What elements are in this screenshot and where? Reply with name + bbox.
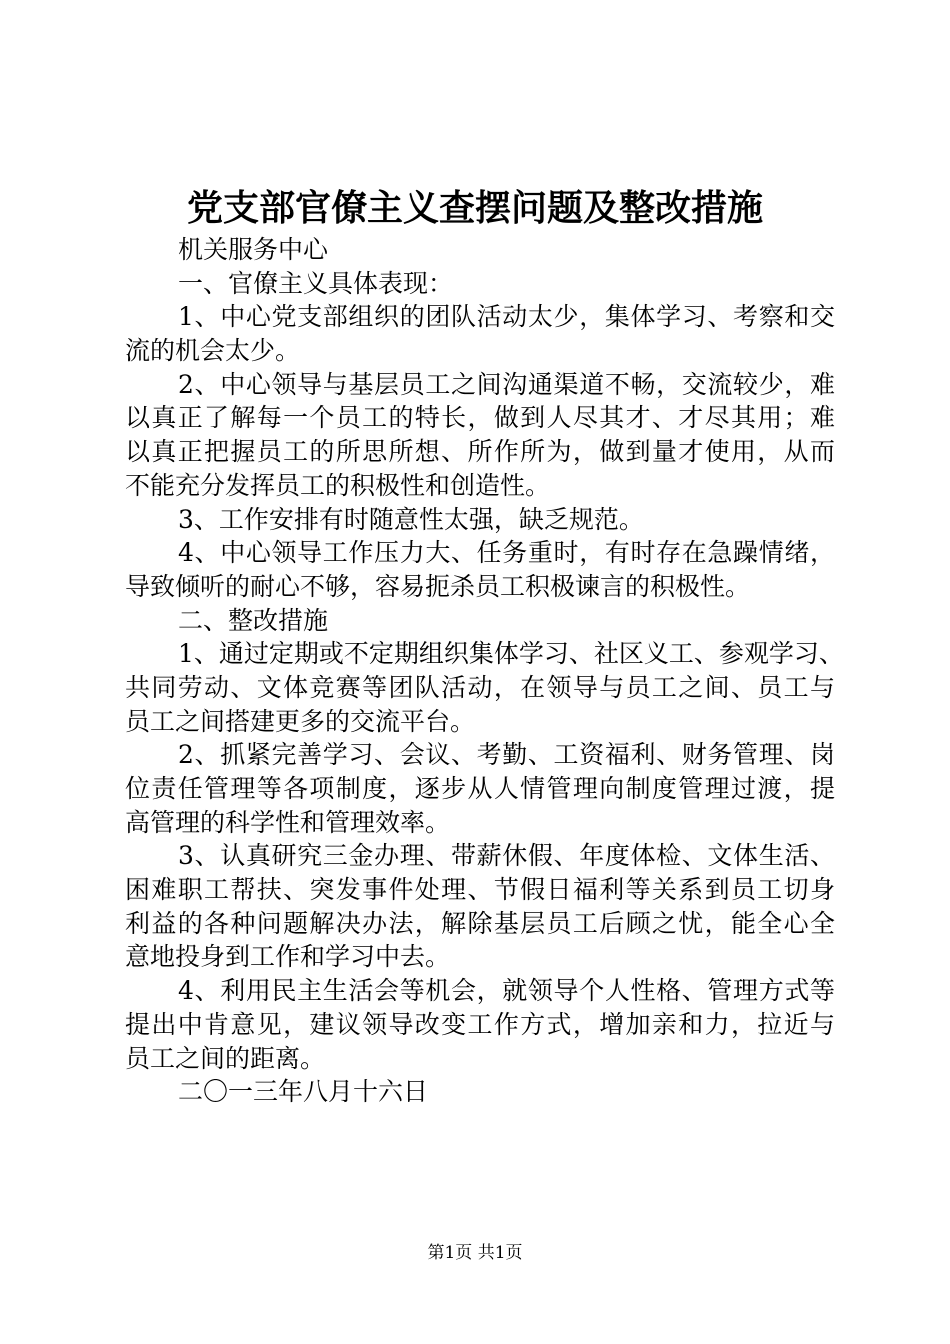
date-line: 二〇一三年八月十六日 bbox=[178, 1077, 429, 1107]
paragraph-line: 共同劳动、文体竞赛等团队活动，在领导与员工之间、员工与 bbox=[125, 672, 835, 702]
document-body bbox=[125, 233, 844, 1109]
paragraph-line: 高管理的科学性和管理效率。 bbox=[125, 807, 451, 837]
page-number-footer: 第1页 共1页 bbox=[427, 1243, 523, 1263]
paragraph-line: 利益的各种问题解决办法，解除基层员工后顾之忧，能全心全 bbox=[125, 908, 835, 938]
paragraph-line: 2、抓紧完善学习、会议、考勤、工资福利、财务管理、岗 bbox=[178, 740, 835, 770]
paragraph-line: 员工之间的距离。 bbox=[125, 1043, 326, 1073]
paragraph-line: 以真正了解每一个员工的特长，做到人尽其才、才尽其用；难 bbox=[125, 403, 835, 433]
paragraph-line: 2、中心领导与基层员工之间沟通渠道不畅，交流较少，难 bbox=[178, 369, 835, 399]
paragraph-line: 困难职工帮扶、突发事件处理、节假日福利等关系到员工切身 bbox=[125, 875, 835, 905]
paragraph-line: 流的机会太少。 bbox=[125, 336, 301, 366]
paragraph-line: 位责任管理等各项制度，逐步从人情管理向制度管理过渡，提 bbox=[125, 774, 835, 803]
paragraph-line: 3、工作安排有时随意性太强，缺乏规范。 bbox=[178, 504, 644, 534]
section-heading-bureaucracy: 一、官僚主义具体表现： bbox=[178, 268, 454, 298]
department-line: 机关服务中心 bbox=[178, 235, 329, 264]
paragraph-line: 4、中心领导工作压力大、任务重时，有时存在急躁情绪， bbox=[178, 538, 835, 568]
paragraph-line: 导致倾听的耐心不够，容易扼杀员工积极谏言的积极性。 bbox=[125, 571, 751, 601]
paragraph-line: 4、利用民主生活会等机会，就领导个人性格、管理方式等 bbox=[178, 976, 835, 1006]
section-heading-measures: 二、整改措施 bbox=[178, 605, 329, 635]
paragraph-line: 意地投身到工作和学习中去。 bbox=[125, 942, 451, 972]
paragraph-line: 提出中肯意见，建议领导改变工作方式，增加亲和力，拉近与 bbox=[125, 1009, 835, 1039]
paragraph-line: 3、认真研究三金办理、带薪休假、年度体检、文体生活、 bbox=[178, 841, 835, 871]
paragraph-line: 不能充分发挥员工的积极性和创造性。 bbox=[125, 470, 551, 500]
page-title: 党支部官僚主义查摆问题及整改措施 bbox=[186, 187, 763, 229]
paragraph-line: 1、通过定期或不定期组织集体学习、社区义工、参观学习、 bbox=[178, 639, 844, 669]
paragraph-line: 1、中心党支部组织的团队活动太少，集体学习、考察和交 bbox=[178, 302, 835, 332]
paragraph-line: 员工之间搭建更多的交流平台。 bbox=[125, 706, 476, 736]
paragraph-line: 以真正把握员工的所思所想、所作所为，做到量才使用，从而 bbox=[125, 437, 835, 467]
